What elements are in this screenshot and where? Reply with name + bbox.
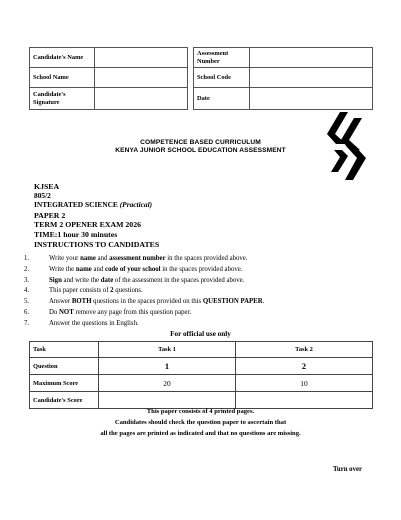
subject-suffix: (Practical): [119, 200, 153, 209]
instruction-item: 1. Write your name and assessment number in the spaces provided above.: [24, 255, 248, 262]
table-row: [30, 392, 373, 409]
assessment-number-field[interactable]: [250, 48, 373, 68]
school-code-field[interactable]: [250, 68, 373, 88]
page-count-note: This paper consists of 4 printed pages.: [146, 408, 255, 415]
assessment-details-grid: [193, 47, 373, 110]
candidate-score-2-field[interactable]: [236, 392, 373, 409]
school-name-label: School Name: [30, 68, 95, 88]
candidate-signature-label: Candidate's Signature: [30, 88, 95, 110]
instruction-item: 2. Write the name and code of your school in the spaces provided above.: [24, 265, 243, 273]
date-field[interactable]: [250, 88, 373, 110]
paper-code: 805/2: [34, 191, 51, 200]
max-score-2: 10: [236, 375, 373, 392]
instruction-item: 7. Answer the questions in English.: [24, 319, 139, 327]
subject-title: [34, 201, 152, 210]
official-score-table: [29, 341, 373, 409]
candidate-signature-field[interactable]: [95, 88, 188, 110]
instructions-title: INSTRUCTIONS TO CANDIDATES: [34, 240, 160, 249]
date-label: Date: [194, 88, 250, 110]
candidate-name-field[interactable]: [95, 48, 188, 68]
kjsea-ribbon-logo-icon: [326, 110, 372, 182]
task-1-header: Task 1: [99, 342, 236, 358]
instruction-item: 4. This paper consists of 2 questions.: [24, 287, 143, 295]
exam-time: TIME:1 hour 30 minutes: [34, 230, 118, 239]
task-header: Task: [30, 342, 99, 358]
school-code-label: School Code: [194, 68, 250, 88]
curriculum-banner: COMPETENCE BASED CURRICULUM: [140, 139, 261, 146]
question-label: Question: [30, 358, 99, 375]
check-note-line2: all the pages are printed as indicated and that no questions are missing.: [100, 430, 301, 437]
candidate-details-grid: [29, 47, 188, 110]
instruction-item: 5. Answer BOTH questions in the spaces provided on this QUESTION PAPER.: [24, 298, 265, 306]
exam-title: TERM 2 OPENER EXAM 2026: [34, 220, 141, 229]
instruction-item: 3. Sign and write the date of the assessment in the spaces provided above.: [24, 276, 245, 284]
table-row: [30, 375, 373, 392]
candidate-score-1-field[interactable]: [99, 392, 236, 409]
candidate-name-label: Candidate's Name: [30, 48, 95, 68]
official-use-title: For official use only: [170, 330, 231, 338]
question-2: 2: [236, 358, 373, 375]
subject-name: INTEGRATED SCIENCE: [34, 200, 118, 209]
turn-over-label: Turn over: [333, 466, 363, 473]
max-score-label: Maximum Score: [30, 375, 99, 392]
instruction-item: 6. Do NOT remove any page from this question paper.: [24, 308, 192, 316]
check-note-line1: Candidates should check the question paper to ascertain that: [114, 419, 287, 426]
assessment-number-label: Assessment Number: [194, 48, 250, 68]
question-1: 1: [99, 358, 236, 375]
max-score-1: 20: [99, 375, 236, 392]
table-row: [30, 342, 373, 358]
paper-number: PAPER 2: [34, 211, 66, 220]
assessment-banner: KENYA JUNIOR SCHOOL EDUCATION ASSESSMENT: [115, 147, 286, 154]
candidate-score-label: Candidate's Score: [30, 392, 99, 409]
task-2-header: Task 2: [236, 342, 373, 358]
table-row: [30, 358, 373, 375]
paper-code-name: KJSEA: [34, 182, 60, 191]
school-name-field[interactable]: [95, 68, 188, 88]
instructions-list: [16, 254, 264, 330]
